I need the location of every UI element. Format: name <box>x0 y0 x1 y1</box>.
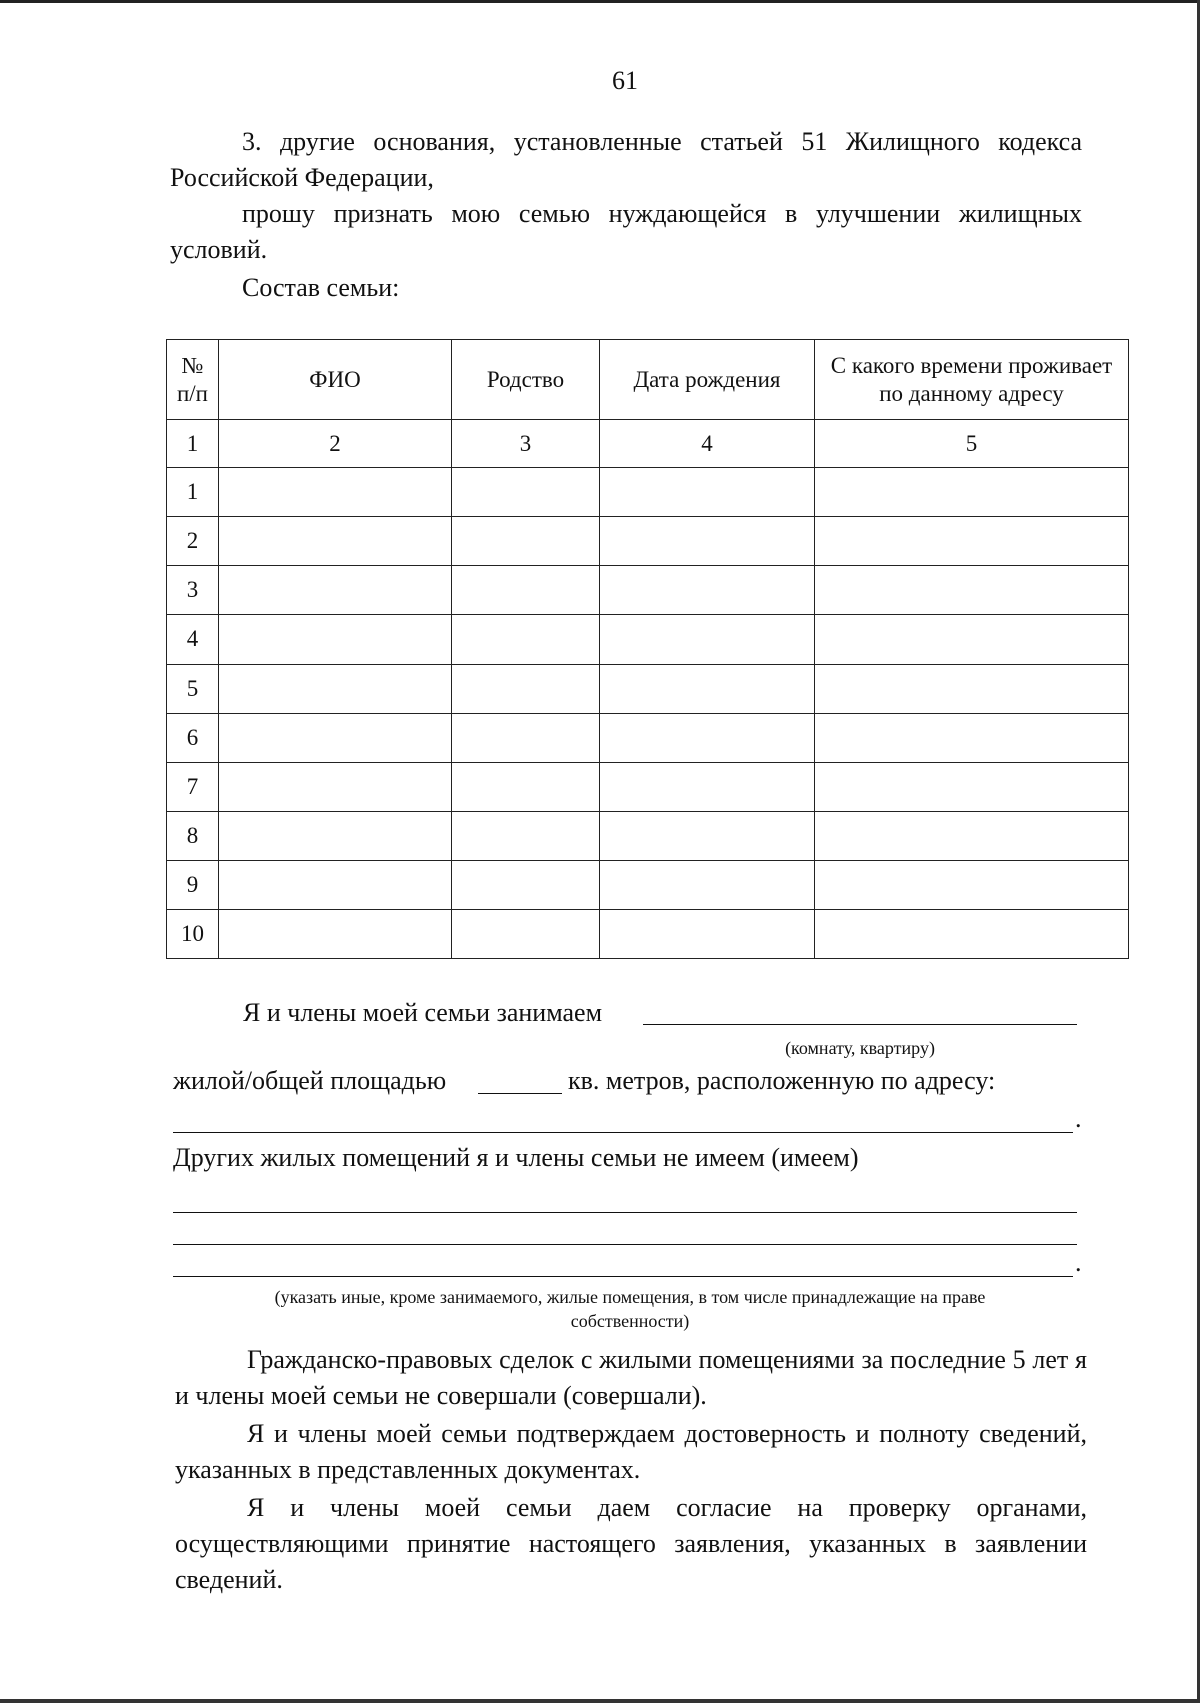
row-number: 7 <box>167 762 219 811</box>
family-heading-text: Состав семьи: <box>242 273 400 302</box>
confirmation-paragraph <box>175 1416 1087 1488</box>
row-number: 8 <box>167 811 219 860</box>
full-name-cell[interactable] <box>219 664 452 713</box>
other-housing-text: Других жилых помещений я и члены семьи не имеем (имеем) <box>173 1143 859 1172</box>
relation-cell[interactable] <box>452 762 600 811</box>
request-paragraph <box>170 196 1082 268</box>
table-row <box>167 566 1129 615</box>
residence-since-cell[interactable] <box>815 762 1129 811</box>
column-number: 4 <box>600 420 815 468</box>
residence-since-cell[interactable] <box>815 664 1129 713</box>
header-full-name: ФИО <box>219 340 452 420</box>
birth-date-cell[interactable] <box>600 909 815 958</box>
consent-text: Я и члены моей семьи даем согласие на проверку органами, осуществляющими принятие настоящего заявления, указанных в заявлении сведений. <box>175 1493 1087 1594</box>
full-name-cell[interactable] <box>219 566 452 615</box>
relation-cell[interactable] <box>452 615 600 664</box>
dwelling-type-blank[interactable] <box>643 1000 1077 1025</box>
full-name-cell[interactable] <box>219 517 452 566</box>
table-row <box>167 468 1129 517</box>
full-name-cell[interactable] <box>219 811 452 860</box>
relation-cell[interactable] <box>452 713 600 762</box>
table-row <box>167 860 1129 909</box>
birth-date-cell[interactable] <box>600 762 815 811</box>
header-residence-since: С какого времени проживает по данному адресу <box>815 340 1129 420</box>
birth-date-cell[interactable] <box>600 811 815 860</box>
request-text: прошу признать мою семью нуждающейся в улучшении жилищных условий. <box>170 199 1082 264</box>
full-name-cell[interactable] <box>219 860 452 909</box>
birth-date-cell[interactable] <box>600 713 815 762</box>
residence-since-cell[interactable] <box>815 517 1129 566</box>
residence-since-cell[interactable] <box>815 811 1129 860</box>
other-housing-hint-line-2: собственности) <box>570 1311 690 1331</box>
column-number: 3 <box>452 420 600 468</box>
birth-date-cell[interactable] <box>600 468 815 517</box>
table-row <box>167 811 1129 860</box>
address-blank[interactable] <box>173 1110 1073 1133</box>
intro-grounds-text: 3. другие основания, установленные статьей 51 Жилищного кодекса Российской Федерации, <box>170 127 1082 192</box>
birth-date-cell[interactable] <box>600 860 815 909</box>
row-number: 6 <box>167 713 219 762</box>
relation-cell[interactable] <box>452 811 600 860</box>
other-housing-end-dot: . <box>1075 1248 1082 1277</box>
occupancy-text: Я и члены моей семьи занимаем <box>243 998 603 1027</box>
column-number: 5 <box>815 420 1129 468</box>
residence-since-cell[interactable] <box>815 566 1129 615</box>
transactions-paragraph <box>175 1342 1087 1414</box>
table-column-numbers-row <box>167 420 1129 468</box>
area-label-after: кв. метров, расположенную по адресу: <box>568 1066 996 1095</box>
relation-cell[interactable] <box>452 468 600 517</box>
relation-cell[interactable] <box>452 664 600 713</box>
full-name-cell[interactable] <box>219 713 452 762</box>
birth-date-cell[interactable] <box>600 566 815 615</box>
header-number: № п/п <box>167 340 219 420</box>
table-row <box>167 664 1129 713</box>
address-end-dot: . <box>1075 1104 1082 1133</box>
area-label-before: жилой/общей площадью <box>173 1066 447 1095</box>
confirmation-text: Я и члены моей семьи подтверждаем достоверность и полноту сведений, указанных в представленных документах. <box>175 1419 1087 1484</box>
intro-grounds-paragraph <box>170 124 1082 196</box>
relation-cell[interactable] <box>452 860 600 909</box>
row-number: 1 <box>167 468 219 517</box>
page-number: 61 <box>612 66 638 95</box>
transactions-text: Гражданско-правовых сделок с жилыми помещениями за последние 5 лет я и члены моей семьи не совершали (совершали). <box>175 1345 1087 1410</box>
scan-edge-top <box>0 0 1200 3</box>
row-number: 2 <box>167 517 219 566</box>
full-name-cell[interactable] <box>219 762 452 811</box>
row-number: 3 <box>167 566 219 615</box>
other-housing-blank-2[interactable] <box>173 1222 1077 1245</box>
residence-since-cell[interactable] <box>815 909 1129 958</box>
column-number: 2 <box>219 420 452 468</box>
table-row <box>167 713 1129 762</box>
residence-since-cell[interactable] <box>815 615 1129 664</box>
relation-cell[interactable] <box>452 566 600 615</box>
area-blank[interactable] <box>478 1068 562 1094</box>
row-number: 9 <box>167 860 219 909</box>
other-housing-hint <box>190 1285 1070 1333</box>
birth-date-cell[interactable] <box>600 615 815 664</box>
column-number: 1 <box>167 420 219 468</box>
scan-edge-bottom <box>0 1699 1200 1703</box>
residence-since-cell[interactable] <box>815 713 1129 762</box>
table-row <box>167 517 1129 566</box>
row-number: 5 <box>167 664 219 713</box>
other-housing-blank-3[interactable] <box>173 1254 1073 1277</box>
dwelling-type-hint: (комнату, квартиру) <box>785 1038 935 1058</box>
full-name-cell[interactable] <box>219 468 452 517</box>
row-number: 10 <box>167 909 219 958</box>
birth-date-cell[interactable] <box>600 517 815 566</box>
other-housing-blank-1[interactable] <box>173 1190 1077 1213</box>
birth-date-cell[interactable] <box>600 664 815 713</box>
family-heading <box>170 270 1082 306</box>
residence-since-cell[interactable] <box>815 468 1129 517</box>
table-row <box>167 615 1129 664</box>
table-row <box>167 909 1129 958</box>
table-header-row <box>167 340 1129 420</box>
header-relation: Родство <box>452 340 600 420</box>
relation-cell[interactable] <box>452 909 600 958</box>
family-composition-table <box>166 339 1129 959</box>
other-housing-hint-line-1: (указать иные, кроме занимаемого, жилые помещения, в том числе принадлежащие на праве <box>274 1287 986 1307</box>
full-name-cell[interactable] <box>219 615 452 664</box>
residence-since-cell[interactable] <box>815 860 1129 909</box>
header-birth-date: Дата рождения <box>600 340 815 420</box>
row-number: 4 <box>167 615 219 664</box>
consent-paragraph <box>175 1490 1087 1598</box>
table-row <box>167 762 1129 811</box>
full-name-cell[interactable] <box>219 909 452 958</box>
relation-cell[interactable] <box>452 517 600 566</box>
